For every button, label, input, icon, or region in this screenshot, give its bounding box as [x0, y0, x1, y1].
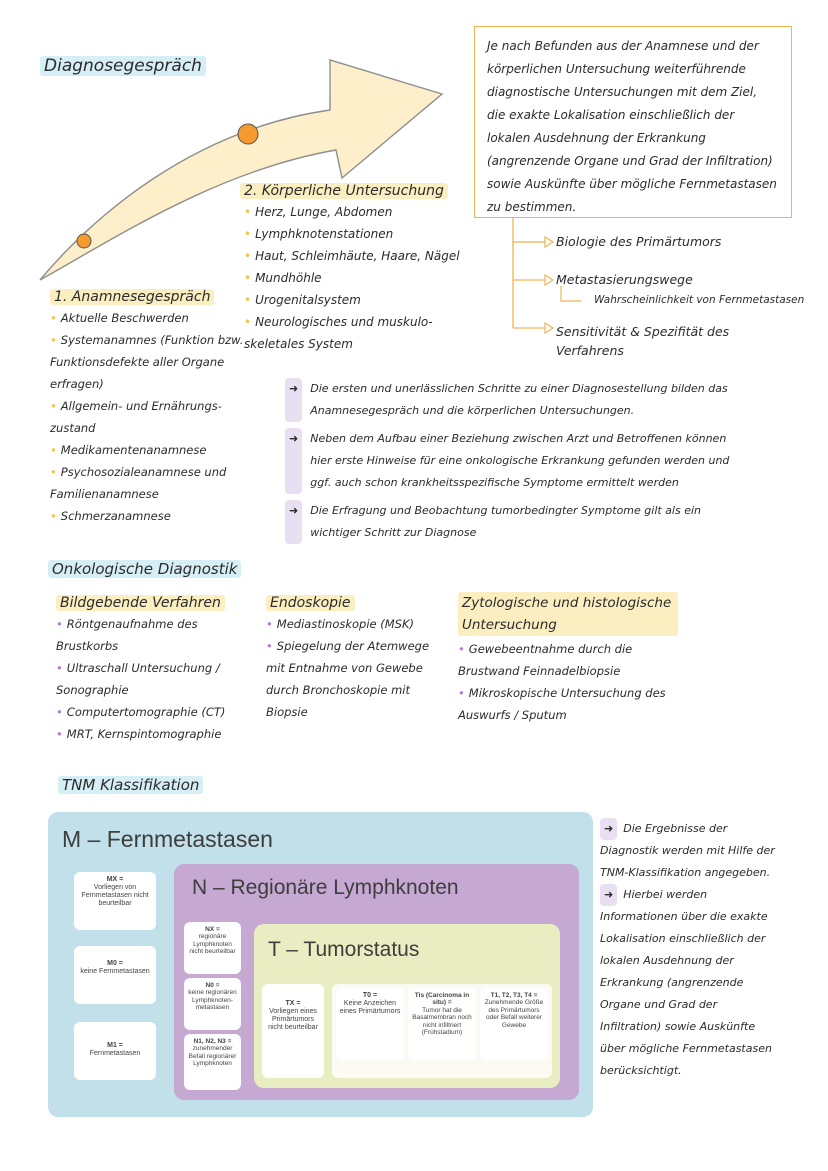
list-item: • Mundhöhle — [244, 267, 475, 289]
list-item: • Medikamentenanamnese — [50, 439, 250, 461]
note-2: ➜ Neben dem Aufbau einer Beziehung zwischen Arzt und Betroffenen können hier erste Hinweise für eine onkologische Erkrankung gefunden werden und ggf. auch schon krankheitsspezifische Symptome ermittelt werden — [285, 428, 745, 494]
arrow-right-icon: ➜ — [285, 378, 302, 422]
list-item: • Herz, Lunge, Abdomen — [244, 201, 475, 223]
title-diagnosegespraech: Diagnosegespräch — [40, 56, 206, 76]
onko-title: Onkologische Diagnostik — [48, 560, 241, 578]
branch-metastasierung: Metastasierungswege — [556, 272, 693, 287]
m-card-m1: M1 = Fernmetastasen — [74, 1022, 156, 1080]
t-card-tis: Tis (Carcinoma in situ) = Tumor hat die Basalmembran noch nicht infiltriert (Frühstadium) — [408, 988, 476, 1060]
onko-col2-heading: Endoskopie — [266, 595, 355, 611]
list-item: • Psychosozialeanamnese und Familienanamnese — [50, 461, 250, 505]
onko-col3-heading: Zytologische und histologische Untersuchung — [458, 592, 678, 636]
t-card-t0: T0 = Keine Anzeichen eines Primärtumors — [336, 988, 404, 1060]
list-item: • Mediastinoskopie (MSK) — [266, 613, 446, 635]
list-item: • MRT, Kernspintomographie — [56, 723, 256, 745]
section-anamnese-heading: 1. Anamnesegespräch — [50, 289, 214, 305]
branch-biologie: Biologie des Primärtumors — [556, 234, 722, 249]
m-card-mx: MX = Vorliegen von Fernmetastasen nicht beurteilbar — [74, 872, 156, 930]
onko-col-endoskopie — [266, 592, 446, 723]
n-card-n123: N1, N2, N3 = zunehmender Befall regionärer Lymphknoten — [184, 1034, 241, 1090]
orange-dot — [77, 234, 91, 248]
arrow-right-icon: ➜ — [600, 884, 617, 906]
section-anamnese — [50, 286, 250, 527]
section-untersuchung-heading: 2. Körperliche Untersuchung — [240, 183, 448, 199]
list-item: • Mikroskopische Untersuchung des Auswurfs / Sputum — [458, 682, 678, 726]
onko-col-bildgebend — [56, 592, 256, 745]
list-item: • Ultraschall Untersuchung / Sonographie — [56, 657, 256, 701]
branch-sensitivitaet: Sensitivität & Spezifität des Verfahrens — [556, 324, 730, 358]
n-card-n0: N0 = keine regionären Lymphknoten-metastasen — [184, 978, 241, 1030]
arrow-right-icon: ➜ — [600, 818, 617, 840]
t-cards-group — [332, 984, 552, 1078]
tnm-n-title: N – Regionäre Lymphknoten — [192, 876, 459, 899]
tnm-title: TNM Klassifikation — [58, 776, 203, 794]
list-item: • Computertomographie (CT) — [56, 701, 256, 723]
note-1: ➜ Die ersten und unerlässlichen Schritte zu einer Diagnosestellung bilden das Anamnesegespräch und die körperlichen Untersuchungen. — [285, 378, 745, 422]
list-item: • Aktuelle Beschwerden — [50, 307, 250, 329]
n-card-nx: NX = regionäre Lymphknoten nicht beurteilbar — [184, 922, 241, 974]
note-3: ➜ Die Erfragung und Beobachtung tumorbedingter Symptome gilt als ein wichtiger Schritt zur Diagnose — [285, 500, 745, 544]
t-card-t1-t4: T1, T2, T3, T4 = Zunehmende Größe des Primärtumors oder Befall weiterer Gewebe — [480, 988, 548, 1060]
tnm-n-panel — [174, 864, 579, 1100]
list-item: • Haut, Schleimhäute, Haare, Nägel — [244, 245, 475, 267]
tnm-m-title: M – Fernmetastasen — [62, 826, 273, 852]
tnm-m-panel — [48, 812, 593, 1117]
info-box-text: Je nach Befunden aus der Anamnese und der körperlichen Untersuchung weiterführende diagnostische Untersuchungen mit dem Ziel, die exakte Lokalisation einschließlich der lokalen Ausdehnung der Erkrankung (angrenzende Organe und Grad der Infiltration) sowie Auskünfte über mögliche Fernmetastasen zu bestimmen. — [487, 39, 777, 214]
tnm-note-2: ➜ Hierbei werden Informationen über die exakte Lokalisation einschließlich der lokalen Ausdehnung der Erkrankung (angrenzende Organe und Grad der Infiltration) sowie Auskünfte über mögliche Fernmetastasen berücksichtigt. — [600, 884, 780, 1082]
arrow-right-icon: ➜ — [285, 428, 302, 494]
onko-col1-heading: Bildgebende Verfahren — [56, 595, 225, 611]
branch-wahrscheinlichkeit: Wahrscheinlichkeit von Fernmetastasen — [594, 294, 805, 306]
list-item: • Röntgenaufnahme des Brustkorbs — [56, 613, 256, 657]
list-item: • Neurologisches und muskulo-skeletales System — [244, 311, 475, 355]
arrow-right-icon: ➜ — [285, 500, 302, 544]
info-box — [474, 26, 792, 218]
tnm-note-1: ➜ Die Ergebnisse der Diagnostik werden mit Hilfe der TNM-Klassifikation angegeben. — [600, 818, 780, 884]
list-item: • Urogenitalsystem — [244, 289, 475, 311]
list-item: • Lymphknotenstationen — [244, 223, 475, 245]
m-card-m0: M0 = keine Fernmetastasen — [74, 946, 156, 1004]
tnm-t-panel — [254, 924, 560, 1088]
list-item: • Systemanamnes (Funktion bzw. Funktionsdefekte aller Organe erfragen) — [50, 329, 250, 395]
t-card-tx: TX = Vorliegen eines Primärtumors nicht beurteilbar — [262, 984, 324, 1078]
notes-block — [285, 378, 745, 544]
orange-dot — [238, 124, 258, 144]
section-untersuchung — [240, 180, 475, 355]
list-item: • Schmerzanamnese — [50, 505, 250, 527]
tnm-t-title: T – Tumorstatus — [268, 938, 420, 961]
list-item: • Spiegelung der Atemwege mit Entnahme von Gewebe durch Bronchoskopie mit Biopsie — [266, 635, 446, 723]
tnm-side-notes — [600, 818, 780, 1082]
onko-col-zytologie — [458, 592, 678, 726]
list-item: • Gewebeentnahme durch die Brustwand Feinnadelbiopsie — [458, 638, 678, 682]
list-item: • Allgemein- und Ernährungs-zustand — [50, 395, 250, 439]
